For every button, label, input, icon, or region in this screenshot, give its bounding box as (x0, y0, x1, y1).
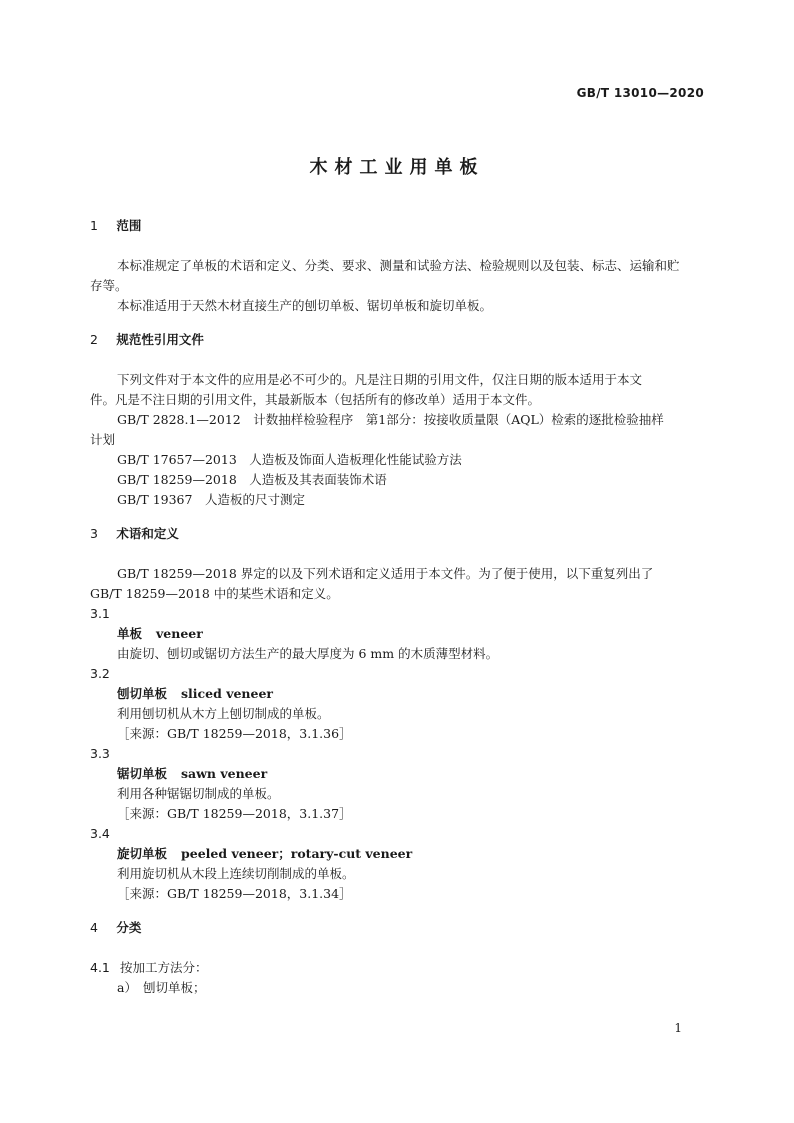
terms-intro-line-1: GB/T 18259—2018 界定的以及下列术语和定义适用于本文件。为了便于使用，以下重复列出了 (117, 566, 654, 581)
document-title: 木材工业用单板 (309, 157, 485, 178)
term-source: ［来源：GB/T 18259—2018，3.1.37］ (117, 806, 352, 821)
section-title: 规范性引用文件 (116, 332, 204, 347)
standard-code: GB/T 13010—2020 (576, 86, 704, 100)
terms-intro-line-2: GB/T 18259—2018 中的某些术语和定义。 (90, 586, 339, 601)
term-name-zh: 旋切单板 (117, 846, 168, 861)
term-definition: 利用旋切机从木段上连续切削制成的单板。 (117, 866, 355, 881)
term-name-en: sawn veneer (181, 766, 268, 781)
references-intro-line-2: 件。凡是不注日期的引用文件，其最新版本（包括所有的修改单）适用于本文件。 (90, 392, 541, 407)
section-title: 分类 (116, 920, 142, 935)
term-definition: 利用各种锯锯切制成的单板。 (117, 786, 280, 801)
term-name (90, 844, 705, 864)
term-name-en: peeled veneer；rotary-cut veneer (181, 846, 413, 861)
section-heading-scope (90, 216, 705, 236)
term-number: 3.2 (90, 666, 110, 681)
list-item-label: a） (117, 980, 137, 995)
term-definition: 由旋切、刨切或锯切方法生产的最大厚度为 6 mm 的木质薄型材料。 (117, 646, 499, 661)
reference-item-2: GB/T 17657—2013 人造板及饰面人造板理化性能试验方法 (117, 452, 462, 467)
list-item-text: 刨切单板； (143, 980, 206, 995)
reference-item-3: GB/T 18259—2018 人造板及其表面装饰术语 (117, 472, 387, 487)
section-number: 4 (90, 920, 98, 935)
document-body (90, 216, 705, 998)
reference-item-1-line-2: 计划 (90, 432, 116, 447)
section-heading-terms-definitions (90, 524, 705, 544)
section-heading-classification (90, 918, 705, 938)
list-item (90, 978, 705, 998)
page-number: 1 (674, 1021, 682, 1035)
term-definition: 利用刨切机从木方上刨切制成的单板。 (117, 706, 330, 721)
section-title: 范围 (116, 218, 142, 233)
scope-paragraph-line-2: 存等。 (90, 278, 128, 293)
term-name (90, 764, 705, 784)
term-source: ［来源：GB/T 18259—2018，3.1.34］ (117, 886, 352, 901)
term-name (90, 684, 705, 704)
section-heading-normative-references (90, 330, 705, 350)
section-number: 1 (90, 218, 98, 233)
term-name-zh: 刨切单板 (117, 686, 168, 701)
term-name (90, 624, 705, 644)
subsection-4-1 (90, 958, 705, 978)
section-number: 3 (90, 526, 98, 541)
section-title: 术语和定义 (116, 526, 179, 541)
term-name-zh: 单板 (117, 626, 143, 641)
term-name-en: sliced veneer (181, 686, 274, 701)
term-source: ［来源：GB/T 18259—2018，3.1.36］ (117, 726, 352, 741)
term-name-en: veneer (156, 626, 203, 641)
term-number: 3.3 (90, 746, 110, 761)
subsection-title: 按加工方法分： (120, 960, 208, 975)
term-number: 3.1 (90, 606, 110, 621)
section-number: 2 (90, 332, 98, 347)
term-number: 3.4 (90, 826, 110, 841)
subsection-number: 4.1 (90, 960, 110, 975)
reference-item-1-line-1: GB/T 2828.1—2012 计数抽样检验程序 第1部分：按接收质量限（AQL）检索的逐批检验抽样 (117, 412, 664, 427)
term-name-zh: 锯切单板 (117, 766, 168, 781)
references-intro-line-1: 下列文件对于本文件的应用是必不可少的。凡是注日期的引用文件，仅注日期的版本适用于本文 (117, 372, 643, 387)
scope-paragraph-line-1: 本标准规定了单板的术语和定义、分类、要求、测量和试验方法、检验规则以及包装、标志、运输和贮 (117, 258, 680, 273)
reference-item-4: GB/T 19367 人造板的尺寸测定 (117, 492, 305, 507)
scope-paragraph-2: 本标准适用于天然木材直接生产的刨切单板、锯切单板和旋切单板。 (117, 298, 493, 313)
